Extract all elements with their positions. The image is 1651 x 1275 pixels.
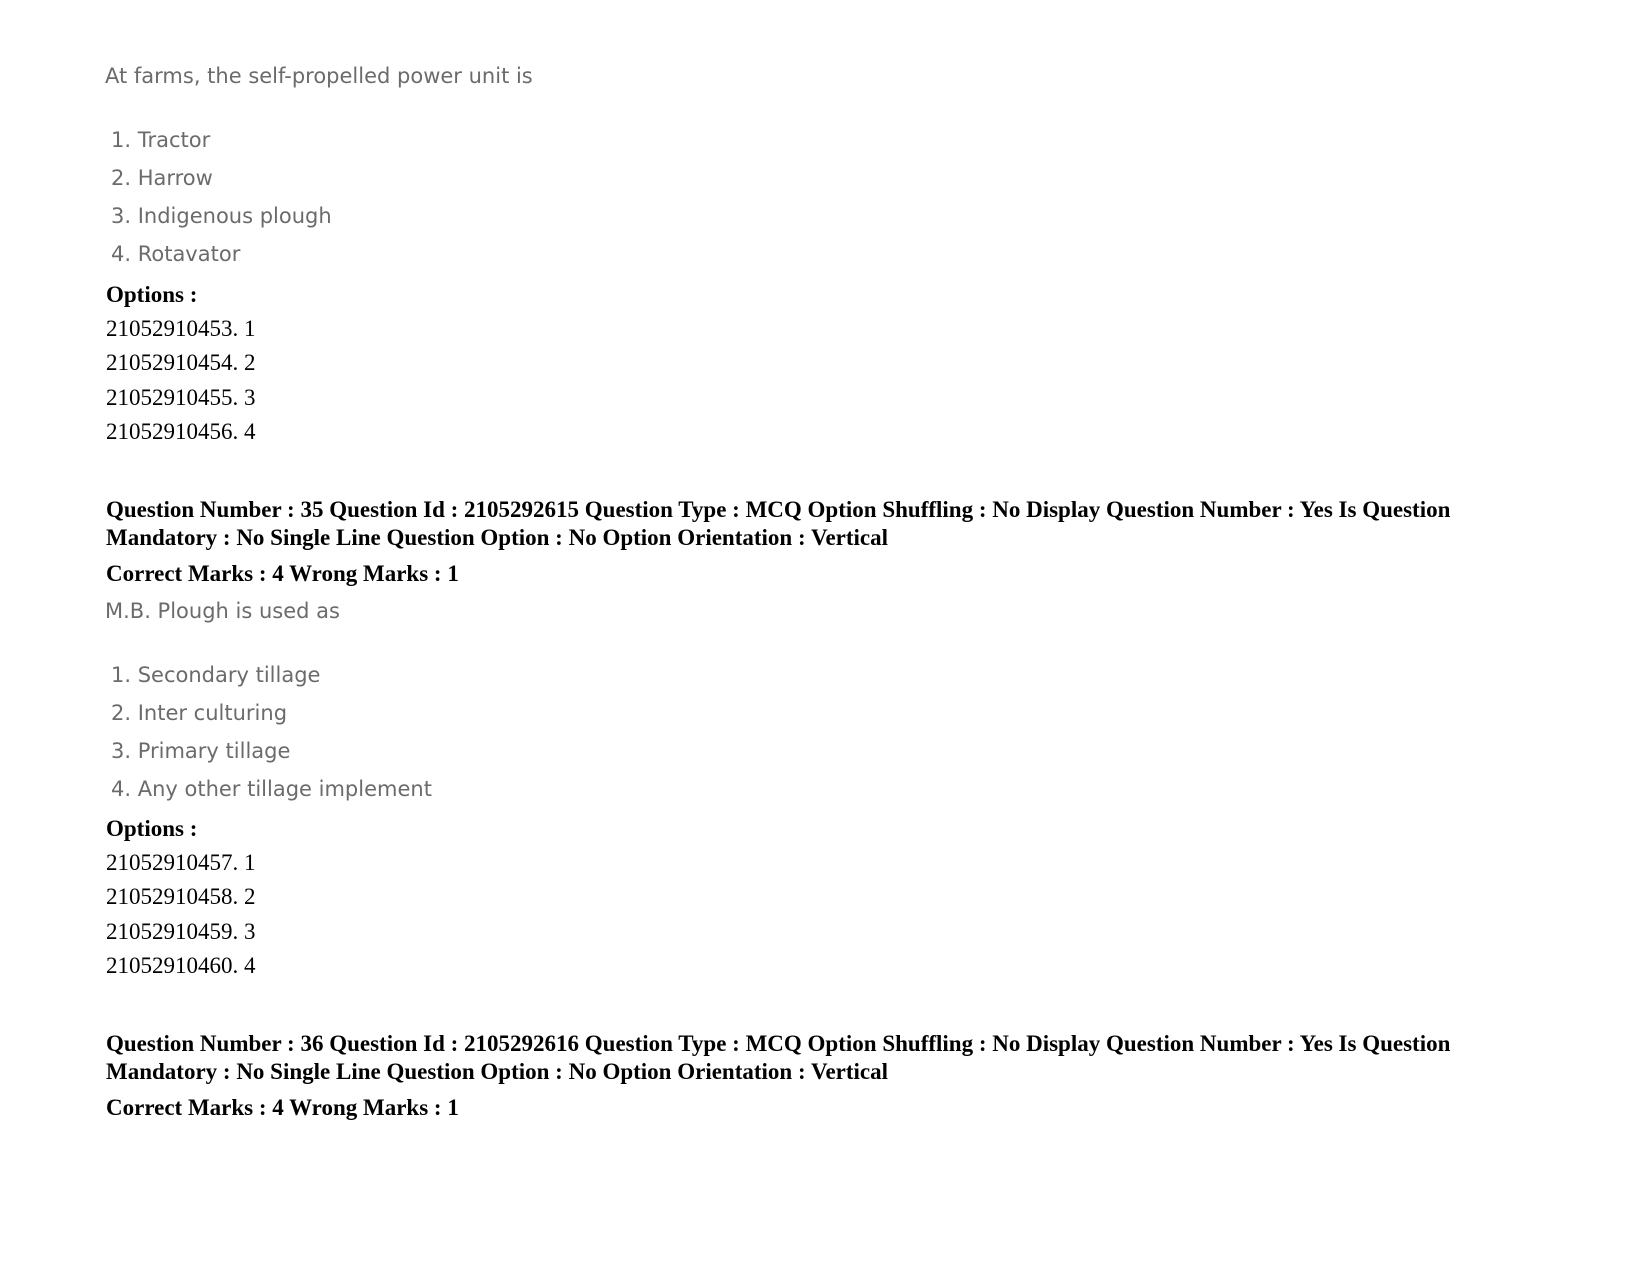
option-id-line: 21052910460. 4 [106, 953, 256, 978]
question-marks: Correct Marks : 4 Wrong Marks : 1 [106, 561, 459, 586]
choice-item: 1. Tractor [111, 128, 211, 152]
option-id-line: 21052910453. 1 [106, 316, 256, 341]
choice-item: 2. Harrow [111, 166, 213, 190]
option-id-line: 21052910459. 3 [106, 919, 256, 944]
question-meta: Question Number : 36 Question Id : 2105292616 Question Type : MCQ Option Shuffling : No Display Question Number : Yes Is Question Mandatory : No Single Line Question Option : No Option Orientation : Vertical [106, 1031, 1451, 1084]
choice-item: 4. Any other tillage implement [111, 777, 432, 801]
option-id-line: 21052910458. 2 [106, 884, 256, 909]
options-heading: Options : [106, 282, 198, 307]
options-heading: Options : [106, 816, 198, 841]
choice-item: 1. Secondary tillage [111, 663, 321, 687]
choice-item: 3. Indigenous plough [111, 204, 332, 228]
question-meta: Question Number : 35 Question Id : 2105292615 Question Type : MCQ Option Shuffling : No Display Question Number : Yes Is Question Mandatory : No Single Line Question Option : No Option Orientation : Vertical [106, 497, 1451, 550]
choice-item: 4. Rotavator [111, 242, 241, 266]
choice-item: 3. Primary tillage [111, 739, 291, 763]
option-id-line: 21052910454. 2 [106, 350, 256, 375]
choice-item: 2. Inter culturing [111, 701, 288, 725]
question-marks: Correct Marks : 4 Wrong Marks : 1 [106, 1095, 459, 1120]
question-text: At farms, the self-propelled power unit is [105, 64, 533, 88]
question-text: M.B. Plough is used as [105, 599, 340, 623]
option-id-line: 21052910455. 3 [106, 385, 256, 410]
option-id-line: 21052910457. 1 [106, 850, 256, 875]
option-id-line: 21052910456. 4 [106, 419, 256, 444]
